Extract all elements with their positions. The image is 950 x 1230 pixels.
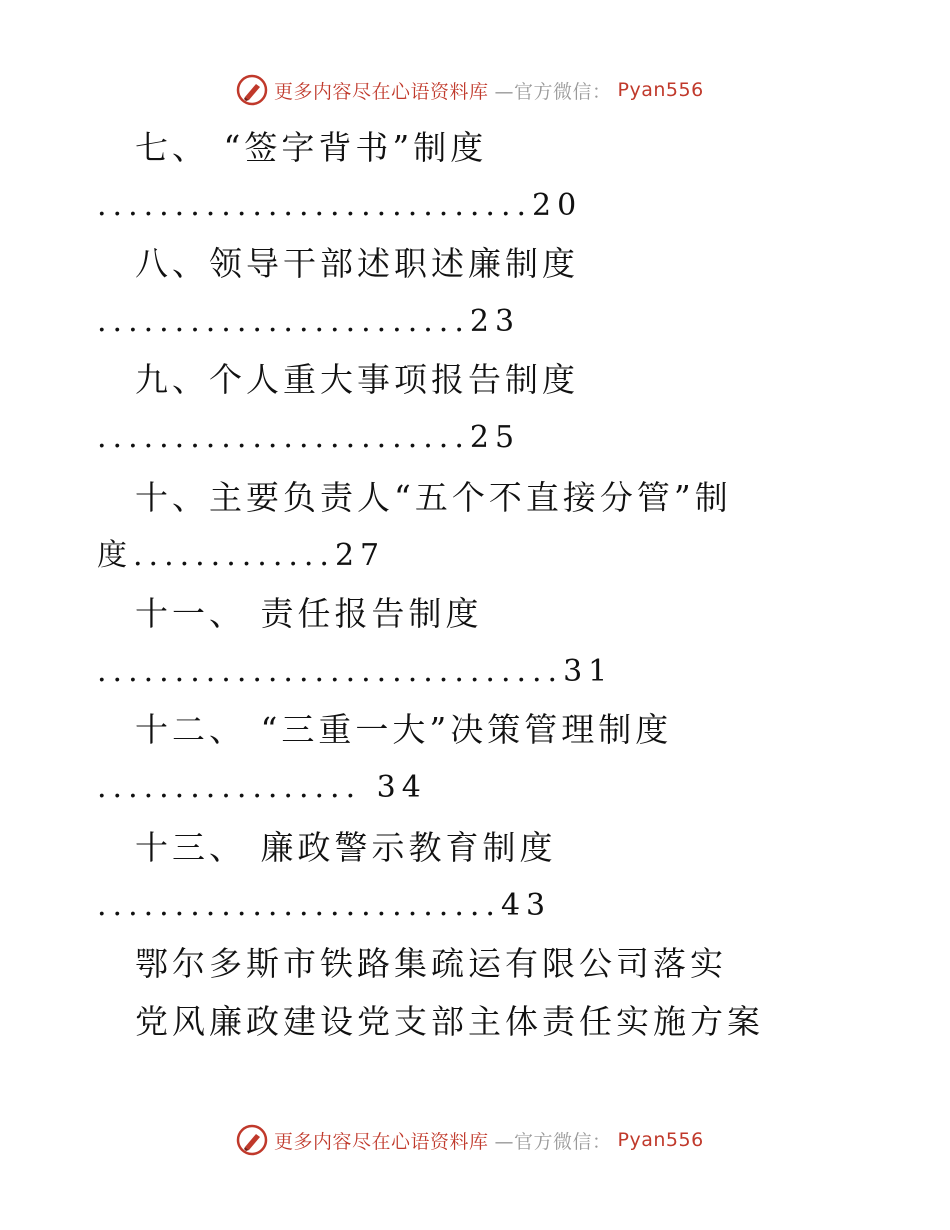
toc-item-10-leader: 度.............27 — [97, 538, 386, 573]
toc-item-9-title: 九、个人重大事项报告制度 — [135, 360, 579, 399]
banner-site-text: 更多内容尽在心语资料库 — [274, 80, 489, 103]
toc-item-13-title: 十三、 廉政警示教育制度 — [135, 828, 557, 867]
banner-site-text: 更多内容尽在心语资料库 — [274, 1130, 489, 1153]
closing-heading-line2: 党风廉政建设党支部主体责任实施方案 — [135, 1002, 764, 1041]
toc-item-8-title: 八、领导干部述职述廉制度 — [135, 244, 579, 283]
banner-wechat-label: —官方微信： — [494, 80, 612, 103]
closing-heading-line1: 鄂尔多斯市铁路集疏运有限公司落实 — [135, 944, 727, 983]
pen-logo-icon — [236, 1124, 268, 1156]
toc-item-7-leader: ............................20 — [97, 188, 583, 223]
toc-item-13-leader: ..........................43 — [97, 888, 552, 923]
toc-item-7-title: 七、 “签字背书”制度 — [135, 128, 488, 167]
toc-item-12-leader: ................. 34 — [97, 770, 427, 805]
toc-item-10-title: 十、主要负责人“五个不直接分管”制 — [135, 478, 732, 517]
footer-banner — [236, 1122, 704, 1158]
pen-logo-icon — [236, 74, 268, 106]
toc-item-11-title: 十一、 责任报告制度 — [135, 594, 483, 633]
toc-item-11-leader: ..............................31 — [97, 654, 614, 689]
banner-wechat-id: Pyan556 — [617, 1129, 704, 1151]
banner-wechat-id: Pyan556 — [617, 79, 704, 101]
banner-wechat-label: —官方微信： — [494, 1130, 612, 1153]
toc-item-9-leader: ........................25 — [97, 420, 521, 455]
header-banner — [236, 72, 704, 108]
toc-item-12-title: 十二、 “三重一大”决策管理制度 — [135, 710, 673, 749]
toc-item-8-leader: ........................23 — [97, 304, 521, 339]
